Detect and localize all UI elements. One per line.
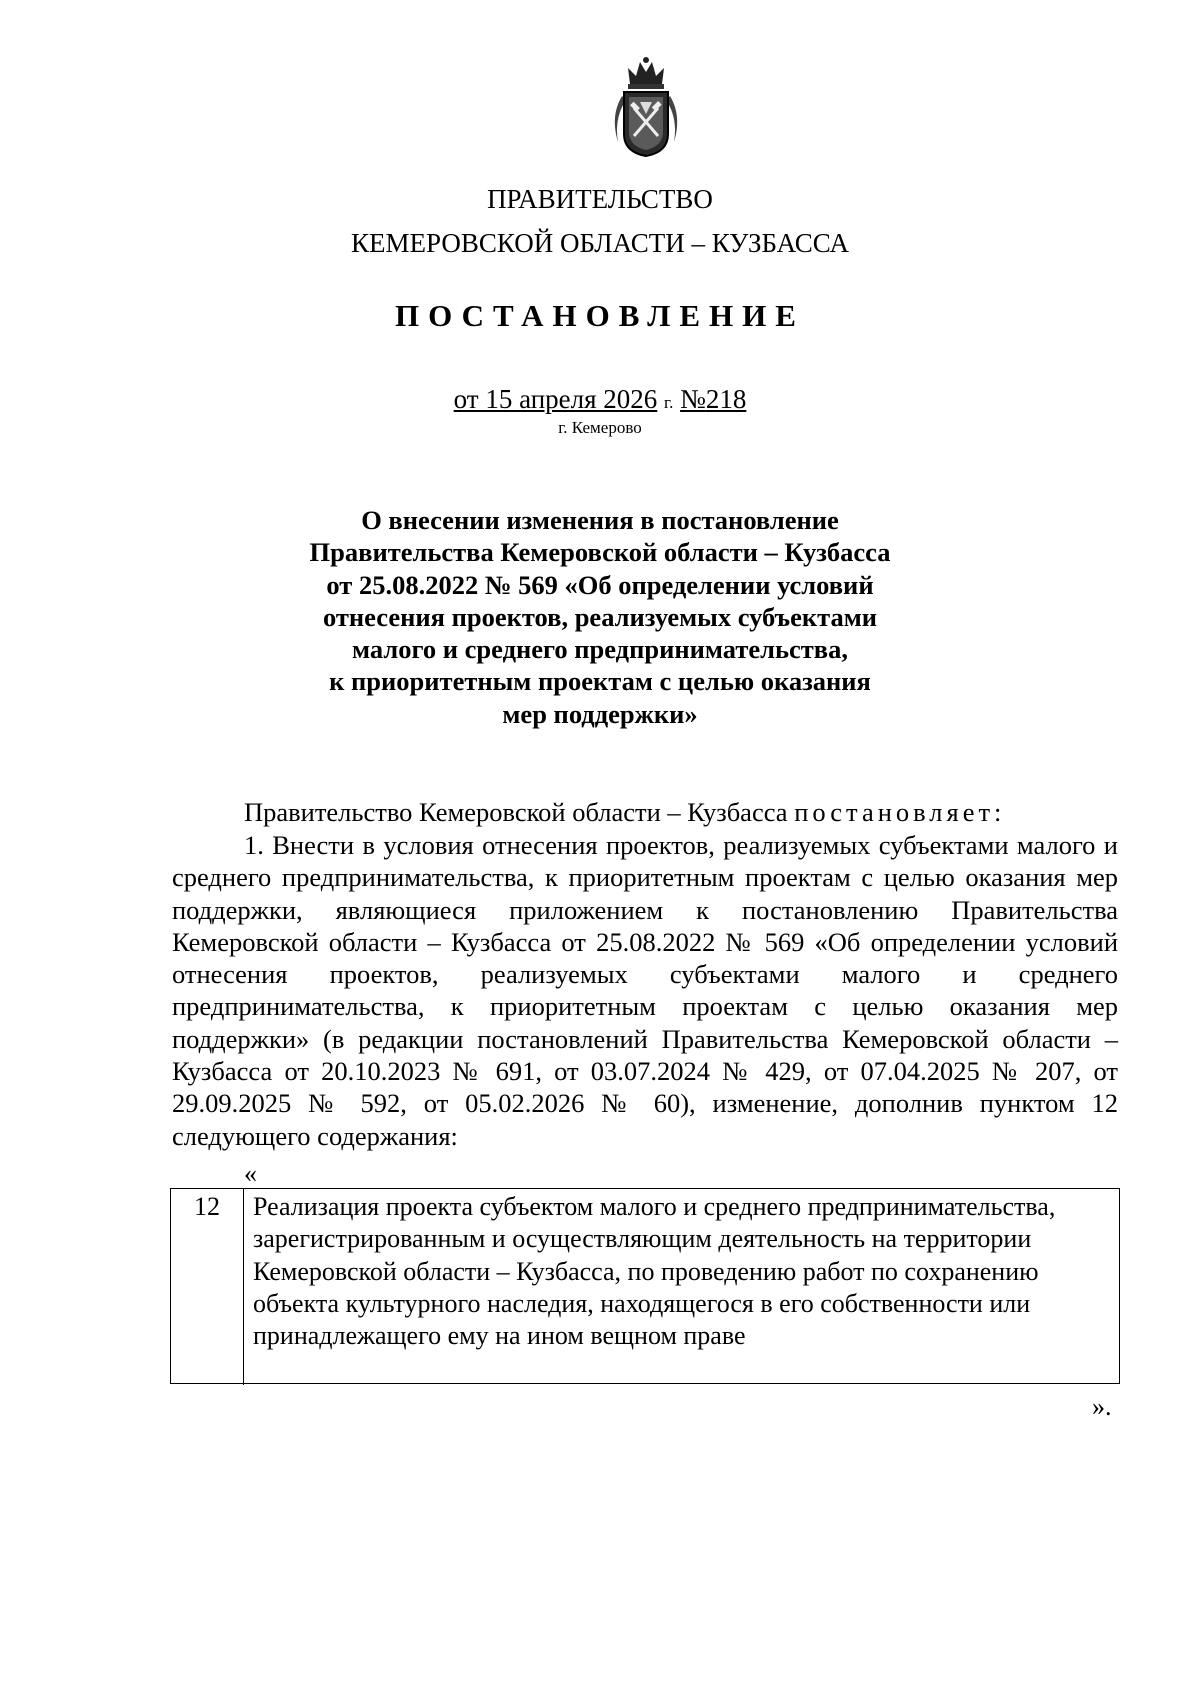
document-title — [0, 504, 1200, 730]
table-cell-number: 12 — [171, 1189, 244, 1385]
amendment-table — [170, 1188, 1120, 1384]
preamble-text: Правительство Кемеровской области – Кузбасса — [244, 797, 788, 827]
title-line: к приоритетным проектам с целью оказания — [329, 666, 871, 697]
document-city: г. Кемерово — [558, 418, 642, 437]
close-quote: ». — [1092, 1392, 1112, 1421]
coat-of-arms-icon — [604, 56, 688, 160]
title-line: отнесения проектов, реализуемых субъектами — [322, 601, 878, 632]
paragraph-1: 1. Внести в условия отнесения проектов, реализуемых субъектами малого и среднего предпринимательства, к приоритетным проектам с целью оказания мер поддержки, являющиеся приложением к постановлению Правительства Кемеровской области – Кузбасса от 25.08.2022 № 569 «Об определении условий отнесения проектов, реализуемых субъектами малого и среднего предпринимательства, к приоритетным проектам с целью оказания мер поддержки» (в редакции постановлений Правительства Кемеровской области – Кузбасса от 20.10.2023 № 691, от 03.07.2024 № 429, от 07.04.2025 № 207, от 29.09.2025 № 592, от 05.02.2026 № 60), изменение, дополнив пунктом 12 следующего содержания: — [172, 830, 1118, 1151]
document-date: от 15 апреля 2026 — [453, 384, 658, 414]
document-number: 218 — [705, 384, 747, 414]
document-type-heading: ПОСТАНОВЛЕНИЕ — [395, 298, 805, 333]
document-number-sign: № — [680, 384, 706, 414]
org-name-line-1: ПРАВИТЕЛЬСТВО — [487, 184, 713, 214]
open-quote: « — [244, 1159, 257, 1188]
title-line: Правительства Кемеровской области – Кузбасса — [309, 537, 891, 568]
title-line: малого и среднего предпринимательства, — [352, 634, 848, 665]
title-line: мер поддержки» — [502, 698, 698, 729]
year-suffix: г. — [664, 393, 674, 412]
title-line: О внесении изменения в постановление — [361, 505, 839, 535]
preamble-verb: постановляет: — [794, 797, 1006, 827]
preamble — [172, 796, 1118, 828]
title-line: от 25.08.2022 № 569 «Об определении условий — [326, 569, 874, 600]
date-number-line — [0, 384, 1200, 415]
table-cell-text: Реализация проекта субъектом малого и среднего предпринимательства, зарегистрированным и осуществляющим деятельность на территории Кемеровской области – Кузбасса, по проведению работ по сохранению объекта культурного наследия, находящегося в его собственности или принадлежащего ему на ином вещном праве — [253, 1192, 1056, 1351]
org-name-line-2: КЕМЕРОВСКОЙ ОБЛАСТИ – КУЗБАССА — [351, 228, 849, 258]
